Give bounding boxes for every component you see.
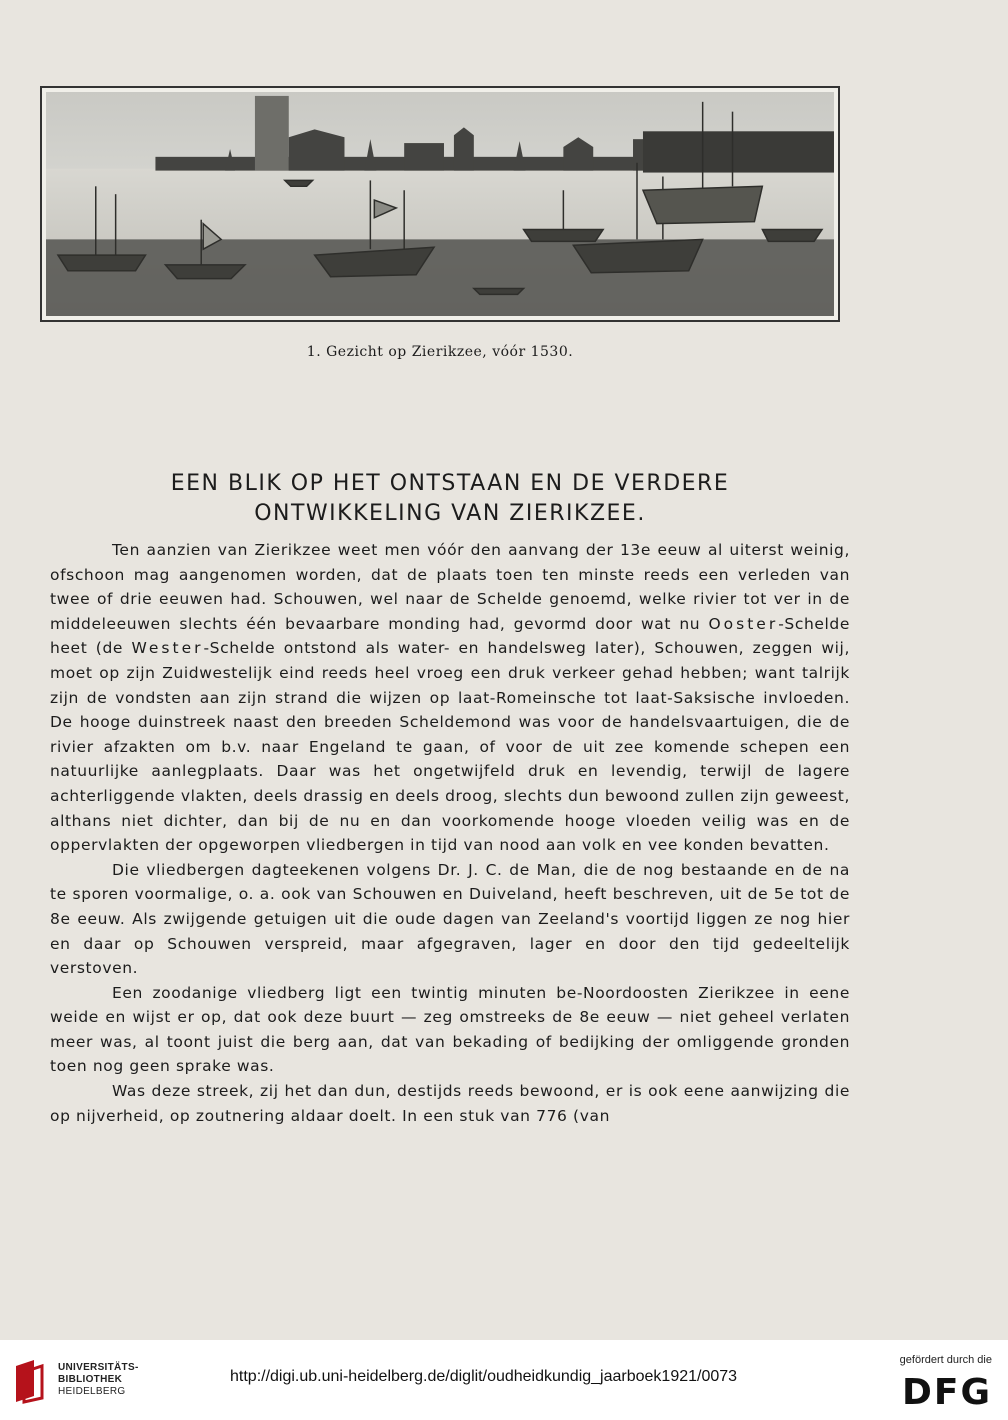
library-line-2: BIBLIOTHEK <box>58 1374 123 1385</box>
paragraph-4: Was deze streek, zij het dan dun, destijds reeds bewoond, er is ook eene aanwijzing die op nijverheid, op zoutnering aldaar doelt. In een stuk van 776 (van <box>50 1082 850 1125</box>
church-tower <box>255 96 289 171</box>
paragraph-1 <box>50 538 850 858</box>
p1-wester: Wester <box>131 639 204 658</box>
permalink-url[interactable]: http://digi.ub.uni-heidelberg.de/diglit/oudheidkundig_jaarboek1921/0073 <box>230 1368 738 1385</box>
digitization-footer <box>0 1340 1008 1420</box>
funding-note: gefördert durch die <box>899 1354 992 1366</box>
title-line-1: EEN BLIK OP HET ONTSTAAN EN DE VERDERE <box>170 470 730 496</box>
paragraph-2: Die vliedbergen dagteekenen volgens Dr. J. C. de Man, die de nog bestaande en de na te sporen voormalige, o. a. ook van Schouwen en Duiveland, heeft beschreven, uit de 5e tot de 8e eeuw. Als zwijgende getuigen uit die oude dagen van Zeeland's voortijd liggen ze nog hier en daar op Schouwen verspreid, maar afgegraven, lager en door den tijd gedeeltelijk verstoven. <box>50 860 850 978</box>
library-line-1: UNIVERSITÄTS- <box>58 1362 139 1373</box>
title-line-2: ONTWIKKELING VAN ZIERIKZEE. <box>254 500 646 526</box>
harbor-view-illustration <box>40 86 840 322</box>
library-name <box>58 1362 139 1398</box>
p1-part-c: -Schelde ontstond als water- en handelsweg later), Schouwen, zeggen wij, moet op zijn Zuidwestelijk eind reeds heel vroeg een druk verkeer gehad hebben; want talrijk zijn de vondsten aan zijn strand die wijzen op laat-Romeinsche tot laat-Saksische invloeden. De hooge duinstreek naast den breeden Scheldemond was voor de handelsvaartuigen, die de rivier afzakten om b.v. naar Engeland te gaan, of voor de uit zee komende schepen een natuurlijke aanlegplaats. Daar was het ongetwijfeld druk en levendig, terwijl de lagere achterliggende vlakten, deels drassig en deels droog, slechts dun bewoond zullen zijn geweest, althans niet dichter, dan bij de nu en dan voorkomende hooge vloeden veilig was en de oppervlakten der opgeworpen vliedbergen in tijd van nood aan volk en vee konden bevatten. <box>50 639 850 855</box>
ship-right <box>573 239 702 272</box>
large-ship <box>643 186 762 223</box>
p1-part-a: Ten aanzien van Zierikzee weet men vóór den aanvang der 13e eeuw al uiterst weinig, ofschoon mag aangenomen worden, dat de plaats toen ten minste reeds een verleden van twee of drie eeuwen had. Schouwen, wel naar de Schelde genoemd, welke rivier tot ver in de middeleeuwen slechts één bevaarbare monding had, gevormd door wat nu <box>50 541 850 633</box>
foreground-shore <box>46 239 834 316</box>
paragraph-3: Een zoodanige vliedberg ligt een twintig minuten be-Noordoosten Zierikzee in eene weide en wijst er op, dat ook deze buurt — zeg omstreeks de 8e eeuw — niet geheel verlaten meer was, al toont juist die berg aan, dat van bekading of bedijking der omliggende gronden toen nog geen sprake was. <box>50 983 850 1076</box>
article-body <box>50 538 850 1128</box>
harbor-painting <box>46 92 834 316</box>
ship-left <box>58 255 146 271</box>
dfg-logo: DFG <box>901 1372 992 1413</box>
article-title <box>40 469 860 529</box>
library-line-3: HEIDELBERG <box>58 1386 126 1397</box>
p1-ooster: Ooster <box>708 614 779 633</box>
university-library-logo-icon <box>12 1358 52 1404</box>
figure-caption: 1. Gezicht op Zierikzee, vóór 1530. <box>306 344 574 360</box>
p1-part-b: -Schelde heet (de <box>50 614 850 658</box>
